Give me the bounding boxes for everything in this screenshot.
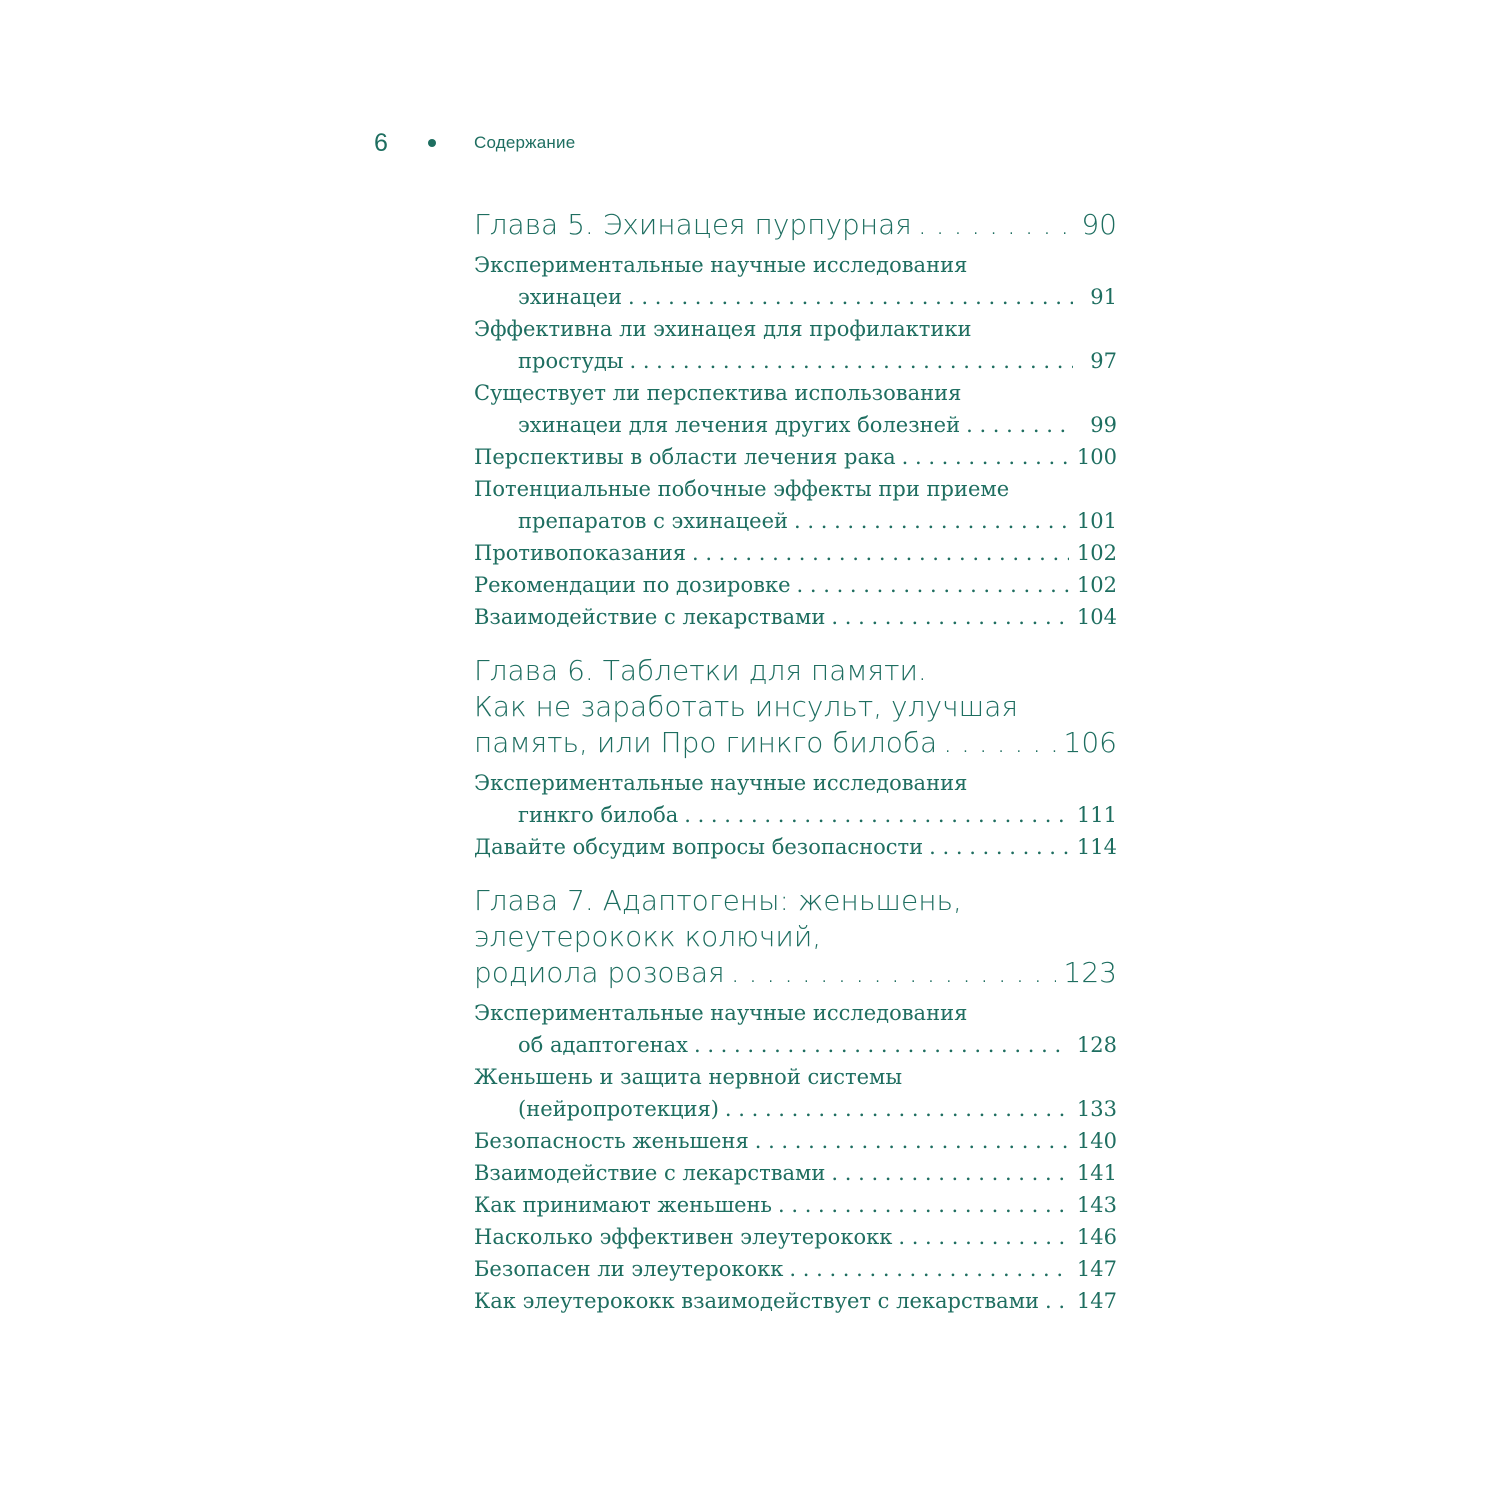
toc-entry-page-number: 111 <box>1076 803 1117 827</box>
toc-entry[interactable] <box>474 1125 1117 1157</box>
toc-entry-page-number: 140 <box>1076 1129 1117 1153</box>
leader-dots <box>898 1221 1069 1253</box>
toc-entry-page-number: 147 <box>1076 1289 1117 1313</box>
toc-entry[interactable] <box>474 377 1117 441</box>
running-head <box>374 128 575 158</box>
toc-entry-title: Давайте обсудим вопросы безопасности <box>474 835 924 859</box>
toc-entry-title: Как принимают женьшень <box>474 1193 772 1217</box>
leader-dots <box>694 1029 1069 1061</box>
page-number: 6 <box>374 128 388 157</box>
chapter-title: родиола розовая <box>474 956 725 989</box>
toc-entry-title: Насколько эффективен элеутерококк <box>474 1225 893 1249</box>
leader-dots <box>794 505 1069 537</box>
chapter-heading[interactable] <box>474 207 1117 243</box>
leader-dots <box>692 537 1069 569</box>
toc-entry-page-number: 114 <box>1076 835 1117 859</box>
toc-entry-line: Женьшень и защита нервной системы <box>474 1065 903 1089</box>
toc-entry[interactable] <box>474 473 1117 537</box>
leader-dots <box>731 955 1056 991</box>
chapter-page-number: 123 <box>1063 956 1117 989</box>
toc-entry[interactable] <box>474 831 1117 863</box>
leader-dots <box>966 409 1073 441</box>
leader-dots <box>902 441 1069 473</box>
leader-dots <box>943 725 1055 761</box>
toc-entry-page-number: 91 <box>1090 285 1117 309</box>
toc-entry-title: Взаимодействие с лекарствами <box>474 605 826 629</box>
toc-entry-page-number: 133 <box>1076 1097 1117 1121</box>
toc-entry[interactable] <box>474 1061 1117 1125</box>
bullet-icon <box>428 139 436 147</box>
leader-dots <box>725 1093 1069 1125</box>
toc-entry-page-number: 143 <box>1076 1193 1117 1217</box>
toc-entry[interactable] <box>474 1285 1117 1317</box>
toc-entry-page-number: 146 <box>1076 1225 1117 1249</box>
chapter-title-line: элеутерококк колючий, <box>474 920 822 953</box>
toc-entry[interactable] <box>474 1157 1117 1189</box>
chapter-title: Глава 5. Эхинацея пурпурная <box>474 208 912 241</box>
toc-entry-line: Экспериментальные научные исследования <box>474 253 968 277</box>
leader-dots <box>797 569 1069 601</box>
chapter-heading[interactable] <box>474 653 1117 761</box>
toc-entry-page-number: 99 <box>1090 413 1117 437</box>
toc-entry-title: Безопасен ли элеутерококк <box>474 1257 784 1281</box>
leader-dots <box>755 1125 1069 1157</box>
toc-entry-page-number: 97 <box>1090 349 1117 373</box>
toc-entry-title: Перспективы в области лечения рака <box>474 445 896 469</box>
toc-entry-page-number: 141 <box>1076 1161 1117 1185</box>
toc-entry-page-number: 101 <box>1076 509 1117 533</box>
toc-entry-title: простуды <box>518 349 624 373</box>
table-of-contents <box>474 207 1117 1317</box>
toc-entry-page-number: 128 <box>1076 1033 1117 1057</box>
toc-entry-page-number: 104 <box>1076 605 1117 629</box>
leader-dots <box>918 207 1073 243</box>
leader-dots <box>778 1189 1069 1221</box>
toc-entry[interactable] <box>474 767 1117 831</box>
toc-entry[interactable] <box>474 601 1117 633</box>
leader-dots <box>1045 1285 1069 1317</box>
toc-entry-page-number: 147 <box>1076 1257 1117 1281</box>
chapter-heading[interactable] <box>474 883 1117 991</box>
toc-entry-title: препаратов с эхинацеей <box>518 509 789 533</box>
leader-dots <box>831 1157 1069 1189</box>
toc-entry[interactable] <box>474 537 1117 569</box>
toc-entry-line: Экспериментальные научные исследования <box>474 1001 968 1025</box>
toc-entry-line: Потенциальные побочные эффекты при приеме <box>474 477 1010 501</box>
toc-entry-page-number: 102 <box>1076 573 1117 597</box>
toc-entry-page-number: 102 <box>1076 541 1117 565</box>
toc-entry-title: Рекомендации по дозировке <box>474 573 791 597</box>
toc-entry-title: Взаимодействие с лекарствами <box>474 1161 826 1185</box>
toc-entry-page-number: 100 <box>1076 445 1117 469</box>
leader-dots <box>929 831 1069 863</box>
toc-entry-title: Безопасность женьшеня <box>474 1129 749 1153</box>
toc-entry[interactable] <box>474 1221 1117 1253</box>
running-head-title: Содержание <box>474 133 576 152</box>
toc-entry[interactable] <box>474 313 1117 377</box>
leader-dots <box>628 281 1073 313</box>
chapter-title-line: Глава 7. Адаптогены: женьшень, <box>474 884 962 917</box>
toc-entry-title: эхинацеи <box>518 285 623 309</box>
toc-entry[interactable] <box>474 1253 1117 1285</box>
leader-dots <box>629 345 1073 377</box>
leader-dots <box>831 601 1069 633</box>
chapter-title-line: Глава 6. Таблетки для памяти. <box>474 654 927 687</box>
chapter-title: память, или Про гинкго билоба <box>474 726 938 759</box>
toc-entry-line: Экспериментальные научные исследования <box>474 771 968 795</box>
chapter-page-number: 90 <box>1081 208 1117 241</box>
toc-entry[interactable] <box>474 569 1117 601</box>
chapter-title-line: Как не заработать инсульт, улучшая <box>474 690 1019 723</box>
toc-entry-title: об адаптогенах <box>518 1033 688 1057</box>
toc-entry[interactable] <box>474 249 1117 313</box>
toc-entry-title: (нейропротекция) <box>518 1097 719 1121</box>
toc-entry[interactable] <box>474 441 1117 473</box>
leader-dots <box>789 1253 1069 1285</box>
toc-entry-title: эхинацеи для лечения других болезней <box>518 413 961 437</box>
toc-entry[interactable] <box>474 997 1117 1061</box>
toc-entry-title: Противопоказания <box>474 541 686 565</box>
toc-entry-line: Эффективна ли эхинацея для профилактики <box>474 317 972 341</box>
toc-entry-title: гинкго билоба <box>518 803 679 827</box>
leader-dots <box>684 799 1069 831</box>
toc-entry-line: Существует ли перспектива использования <box>474 381 962 405</box>
toc-entry[interactable] <box>474 1189 1117 1221</box>
chapter-page-number: 106 <box>1063 726 1117 759</box>
toc-entry-title: Как элеутерококк взаимодействует с лекарствами <box>474 1289 1040 1313</box>
